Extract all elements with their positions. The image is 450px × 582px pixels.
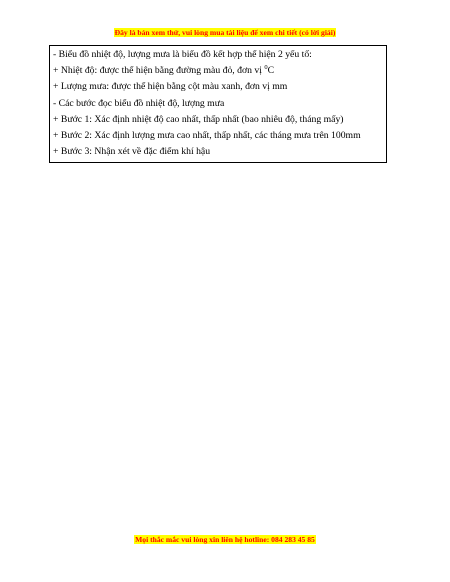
footer-hotline-notice bbox=[0, 535, 450, 545]
content-text: + Nhiệt độ: được thể hiện bằng đường màu đỏ, đơn vị bbox=[53, 65, 265, 77]
content-line: + Bước 1: Xác định nhiệt độ cao nhất, thấp nhất (bao nhiêu độ, tháng mấy) bbox=[53, 113, 344, 125]
header-preview-notice bbox=[0, 28, 450, 38]
content-box bbox=[49, 45, 387, 163]
content-line bbox=[50, 63, 386, 79]
content-line: + Bước 2: Xác định lượng mưa cao nhất, thấp nhất, các tháng mưa trên 100mm bbox=[53, 130, 361, 142]
content-line: - Biểu đồ nhiệt độ, lượng mưa là biểu đồ kết hợp thể hiện 2 yếu tố: bbox=[53, 49, 312, 60]
content-line: + Bước 3: Nhận xét về đặc điểm khí hậu bbox=[53, 146, 211, 158]
degree-superscript: 0 bbox=[264, 64, 268, 72]
header-notice-text: Đây là bản xem thử, vui lòng mua tài liệu để xem chi tiết (có lời giải) bbox=[114, 28, 336, 37]
footer-notice-text: Mọi thắc mắc vui lòng xin liên hệ hotline: 084 283 45 85 bbox=[135, 535, 315, 544]
content-line: + Lượng mưa: được thể hiện bằng cột màu xanh, đơn vị mm bbox=[53, 81, 288, 93]
content-line: - Các bước đọc biểu đồ nhiệt độ, lượng mưa bbox=[53, 97, 225, 109]
unit-text: C bbox=[267, 65, 275, 77]
